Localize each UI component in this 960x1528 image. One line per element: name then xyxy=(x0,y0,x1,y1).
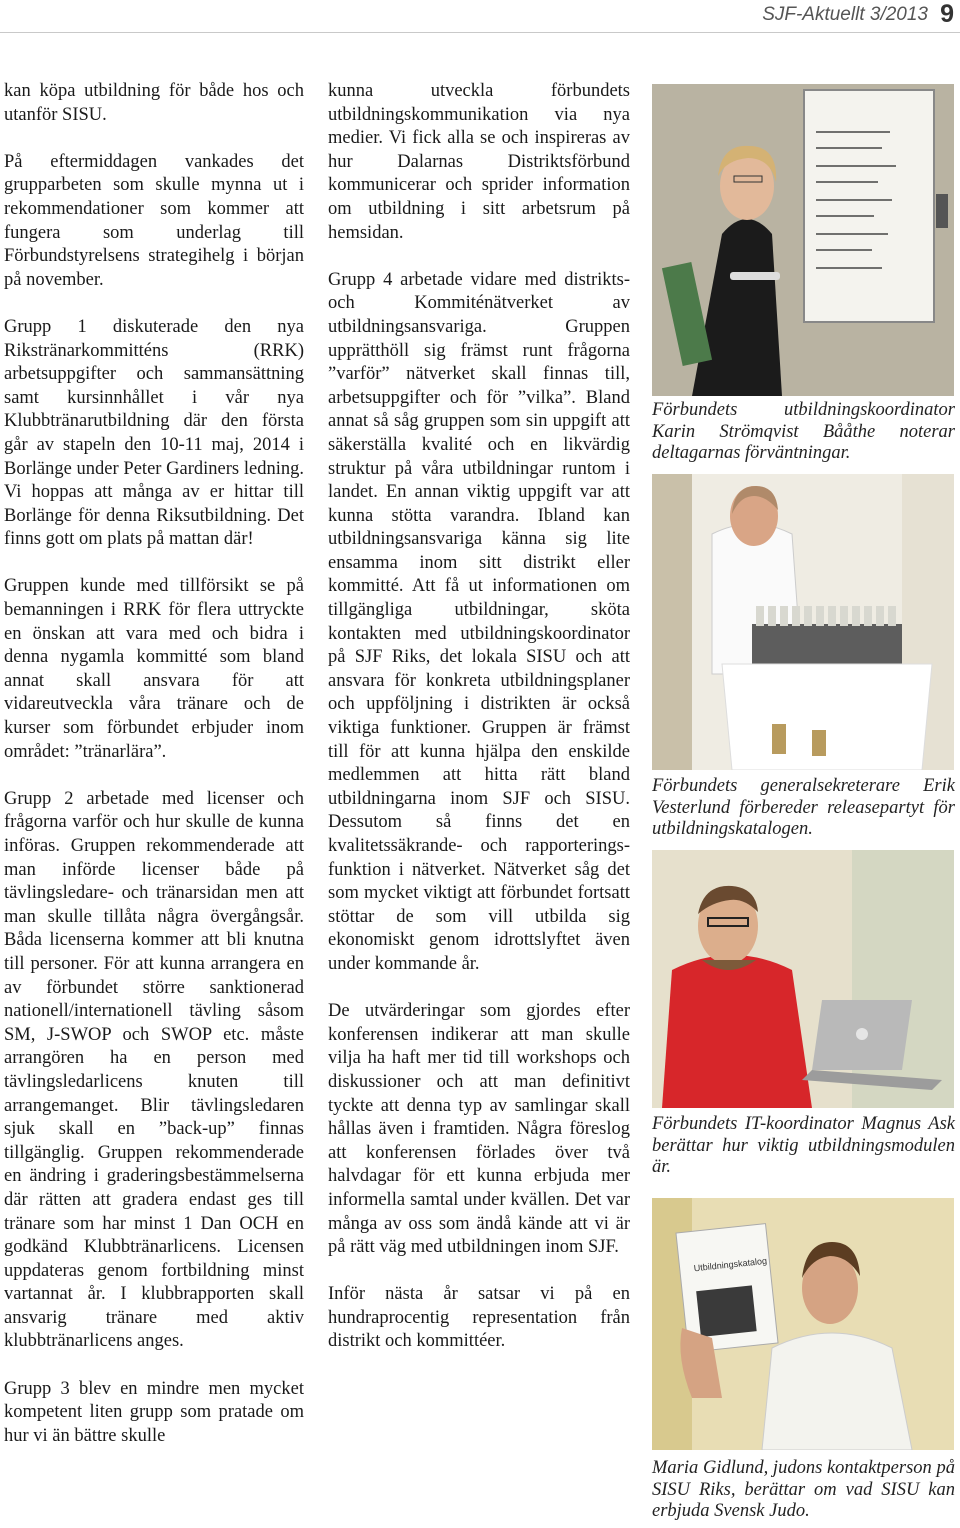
paragraph: Grupp 2 arbetade med licenser och frågorna varför och hur skulle de kunna införas. Gruppen rekommenderade att man införde licenser både på tävlingsledare- och tränarsidan men att man skulle tillåta några övergångsår. Båda licenserna kommer att bli knutna till personer. För att kunna arrangera en av förbundet större sanktionerad nationell/internationell tävling såsom SM, J-SWOP och SWOP etc. måste arrangören ha en person med tävlingsledarlicens knuten till arrangemanget. Blir tävlingsledaren sjuk skall en ”back-up” finnas tillgänglig. Gruppen rekommenderade en ändring i graderingsbestämmelserna där rätten att gradera endast ges till tränare som har minst 1 Dan OCH en godkänd Klubbtränarlicens. Licensen uppdateras genom fortbildning minst vartannat år. I klubbrapporten skall ansvarig tränare med aktiv klubbtränarlicens anges. xyxy=(4,788,304,1352)
issue-label: SJF-Aktuellt 3/2013 xyxy=(762,4,928,25)
photo-caption: Förbundets IT-koordinator Magnus Ask berättar hur viktig utbildningsmodulen är. xyxy=(652,1114,955,1177)
text-column-1 xyxy=(4,80,304,1472)
paragraph: Inför nästa år satsar vi på en hundraprocentig representation från distrikt och kommittéer. xyxy=(328,1284,630,1352)
paragraph: På eftermiddagen vankades det grupparbeten som skulle mynna ut i rekommendationer som kommer att fungera som underlag till Förbundstyrelsens strategihelg i början på november. xyxy=(4,151,304,290)
laptop-image xyxy=(652,850,954,1108)
paragraph: Grupp 1 diskuterade den nya Rikstränarkommitténs (RRK) arbetsuppgifter och sammansättning samt kursinnhållet i vår nya Klubbtränarutbildning där den första går av stapeln den 10-11 maj, 2014 i Borlänge under Peter Gardiners ledning. Vi hoppas att många av er hittar till Borlänge för denna Riksutbildning. Det finns gott om plats på mattan där! xyxy=(4,316,304,550)
page-number: 9 xyxy=(940,0,954,28)
paragraph: Grupp 4 arbetade vidare med distrikts- och Kommiténätverket av utbildningsansvariga. Gruppen upprätthöll sig främst runt frågorna ”varför” nätverket skall finnas till, arbetsuppgifter och för ”vilka”. Bland annat så såg gruppen som sin uppgift att säkerställa kvalité och en likvärdig struktur på våra utbildningar runtom i landet. En annan viktig uppgift var att kunna stötta varandra. Ibland kan utbildningsansvariga känna sig lite ensamma inom sitt distrikt eller kommitté. Att få ut informationen om tillgängliga utbildningar, sköta kontakten med utbildningskoordinator på SJF Riks, det lokala SISU och att ansvara för konkreta utbildningsplaner och uppföljning i distrikten är också viktiga funktioner. Gruppen är främst till för att kunna hjälpa den enskilde medlemmen att hitta rätt bland utbildningarna inom SJF och SISU. Dessutom så finns det en kvalitetssäkrande- och rapporterings-funktion i nätverket. Nätverket såg det som mycket viktigt att förbundet fortsatt stöttar de som vill utbilda sig ekonomiskt genom idrottslyftet även under kommande år. xyxy=(328,269,630,974)
paragraph: kan köpa utbildning för både hos och utanför SISU. xyxy=(4,81,304,125)
text-column-2 xyxy=(328,80,630,1378)
photo-catalog xyxy=(652,1198,954,1450)
photo-caption: Förbundets utbildningskoordinator Karin Strömqvist Bååthe noterar deltagarnas förväntningar. xyxy=(652,400,955,463)
paragraph: De utvärderingar som gjordes efter konferensen indikerar att man skulle vilja ha haft mer tid till workshops och diskussioner och att man definitivt tyckte att denna typ av samlingar skall hållas även i framtiden. Några föreslog att konferensen förlades över två halvdagar för ett kunna erbjuda mer informella samtal under kvällen. Det var många av oss som ändå kände att vi är på rätt väg med utbildningen inom SJF. xyxy=(328,1001,630,1258)
tray-image xyxy=(652,474,954,770)
page-header xyxy=(0,0,960,33)
photo-caption: Förbundets generalsekreterare Erik Vesterlund förbereder releasepartyt för utbildningskatalogen. xyxy=(652,776,955,839)
paragraph: Grupp 3 blev en mindre men mycket kompetent liten grupp som pratade om hur vi än bättre skulle xyxy=(4,1378,304,1446)
flipchart-image xyxy=(652,84,954,396)
photo-caption: Maria Gidlund, judons kontaktperson på SISU Riks, berättar om vad SISU kan erbjuda Svensk Judo. xyxy=(652,1458,955,1521)
photo-tray xyxy=(652,474,954,770)
paragraph: Gruppen kunde med tillförsikt se på bemanningen i RRK för flera uttryckte en önskan att vara med och bidra i denna nygamla kommitté som bland annat skall ansvara för att vidareutveckla våra tränare och de kurser som förbundet erbjuder inom området: ”tränarlära”. xyxy=(4,576,304,762)
catalog-title: Utbildningskatalog xyxy=(693,1255,768,1274)
photo-laptop xyxy=(652,850,954,1108)
paragraph: kunna utveckla förbundets utbildningskommunikation via nya medier. Vi fick alla se och inspireras av hur Dalarnas Distriktsförbund kommunicerar och sprider information om utbildning i sitt arbetsrum på hemsidan. xyxy=(328,81,630,243)
photo-flipchart xyxy=(652,84,954,396)
catalog-image xyxy=(652,1198,954,1450)
